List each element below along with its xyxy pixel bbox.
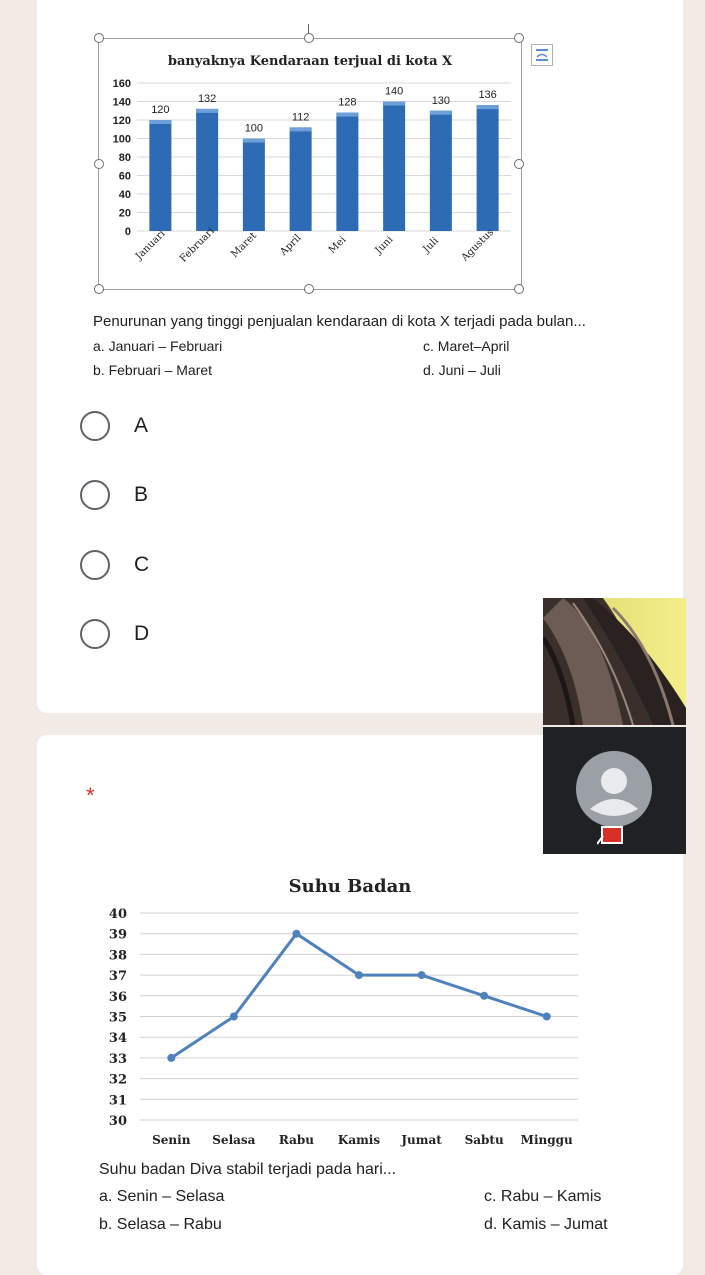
y-tick-label: 80 bbox=[118, 152, 131, 164]
bar-cap bbox=[149, 120, 171, 124]
data-point bbox=[480, 992, 488, 1000]
x-tick-label: Maret bbox=[229, 230, 259, 261]
radio-option-d[interactable] bbox=[80, 616, 149, 652]
y-tick-label: 38 bbox=[108, 948, 127, 964]
data-label: 132 bbox=[197, 92, 217, 105]
radio-button[interactable] bbox=[80, 411, 110, 441]
x-tick-label: Februari bbox=[177, 225, 217, 265]
bar bbox=[477, 105, 499, 231]
required-asterisk: * bbox=[86, 783, 95, 808]
radio-option-c[interactable] bbox=[80, 547, 149, 583]
x-tick-label: Januari bbox=[133, 228, 168, 263]
radio-button[interactable] bbox=[80, 550, 110, 580]
resize-handle-tl[interactable] bbox=[94, 33, 104, 43]
x-tick-label: Jumat bbox=[401, 1133, 442, 1147]
data-label: 120 bbox=[151, 104, 170, 116]
data-label: 100 bbox=[244, 122, 264, 135]
radio-option-b[interactable] bbox=[80, 477, 148, 513]
radio-label: B bbox=[134, 483, 149, 506]
q1-choice-c: c. Maret–April bbox=[423, 338, 510, 354]
q2-choice-c: c. Rabu – Kamis bbox=[484, 1188, 602, 1205]
x-tick-label: Kamis bbox=[337, 1133, 381, 1147]
question-2-prompt: Suhu badan Diva stabil terjadi pada hari... bbox=[99, 1161, 397, 1178]
resize-handle-tm[interactable] bbox=[304, 33, 314, 43]
q1-choice-a: a. Januari – Februari bbox=[93, 338, 223, 354]
y-tick-label: 60 bbox=[118, 170, 131, 183]
y-tick-label: 120 bbox=[112, 115, 131, 127]
y-tick-label: 0 bbox=[124, 226, 131, 238]
y-tick-label: 34 bbox=[108, 1031, 127, 1047]
chart-title: Suhu Badan bbox=[288, 876, 412, 897]
x-tick-label: Senin bbox=[152, 1133, 191, 1147]
x-tick-label: Juni bbox=[373, 234, 396, 257]
person-avatar-icon bbox=[576, 751, 652, 827]
y-tick-label: 100 bbox=[112, 133, 131, 146]
radio-button[interactable] bbox=[80, 619, 110, 649]
bar-cap bbox=[477, 105, 499, 109]
bar-cap bbox=[290, 127, 312, 131]
bar-chart bbox=[99, 39, 521, 289]
x-tick-label: Rabu bbox=[278, 1133, 314, 1147]
y-tick-label: 35 bbox=[108, 1010, 127, 1026]
bar bbox=[243, 139, 265, 232]
radio-label: C bbox=[134, 553, 150, 576]
x-tick-label: Sabtu bbox=[464, 1133, 504, 1147]
data-point bbox=[292, 930, 300, 938]
y-tick-label: 32 bbox=[108, 1072, 127, 1088]
radio-label: D bbox=[134, 622, 150, 645]
data-label: 128 bbox=[338, 96, 357, 109]
participant-tile[interactable] bbox=[543, 727, 686, 854]
bar-cap bbox=[383, 102, 405, 106]
data-point bbox=[167, 1054, 175, 1062]
data-label: 112 bbox=[291, 111, 310, 124]
q2-choice-b: b. Selasa – Rabu bbox=[99, 1216, 222, 1233]
x-tick-label: April bbox=[278, 232, 304, 258]
radio-option-a[interactable] bbox=[80, 408, 148, 444]
bar bbox=[196, 109, 218, 231]
y-tick-label: 36 bbox=[108, 989, 127, 1005]
x-tick-label: Minggu bbox=[520, 1133, 573, 1147]
resize-handle-bm[interactable] bbox=[304, 284, 314, 294]
data-label: 136 bbox=[478, 89, 497, 102]
chart-title: banyaknya Kendaraan terjual di kota X bbox=[167, 54, 453, 69]
y-tick-label: 39 bbox=[108, 927, 127, 943]
q2-choice-d: d. Kamis – Jumat bbox=[484, 1216, 608, 1233]
data-label: 130 bbox=[431, 94, 451, 107]
bar-cap bbox=[196, 109, 218, 113]
y-tick-label: 40 bbox=[118, 189, 131, 201]
data-point bbox=[418, 971, 426, 979]
radio-label: A bbox=[134, 414, 149, 437]
y-tick-label: 37 bbox=[108, 969, 127, 985]
resize-handle-tr[interactable] bbox=[514, 33, 524, 43]
y-tick-label: 33 bbox=[108, 1051, 127, 1067]
x-tick-label: Mei bbox=[326, 234, 349, 256]
resize-handle-br[interactable] bbox=[514, 284, 524, 294]
bar bbox=[149, 120, 171, 231]
resize-handle-ml[interactable] bbox=[94, 159, 104, 169]
self-video-tile[interactable] bbox=[543, 598, 686, 725]
data-label: 140 bbox=[384, 85, 404, 98]
q1-choice-b: b. Februari – Maret bbox=[93, 362, 213, 378]
bar-cap bbox=[430, 111, 452, 115]
question-1-prompt: Penurunan yang tinggi penjualan kendaraan di kota X terjadi pada bulan... bbox=[93, 313, 586, 330]
data-point bbox=[355, 971, 363, 979]
y-tick-label: 160 bbox=[112, 78, 131, 90]
q1-choice-d: d. Juni – Juli bbox=[423, 362, 501, 378]
resize-handle-bl[interactable] bbox=[94, 284, 104, 294]
y-tick-label: 40 bbox=[108, 907, 127, 922]
bar bbox=[336, 113, 358, 231]
image-layout-icon[interactable] bbox=[531, 44, 553, 66]
bar-chart-frame bbox=[98, 38, 522, 290]
line-chart bbox=[97, 865, 597, 1155]
bar bbox=[430, 111, 452, 231]
y-tick-label: 31 bbox=[108, 1093, 127, 1109]
y-tick-label: 140 bbox=[112, 96, 131, 109]
data-point bbox=[230, 1013, 238, 1021]
bar bbox=[383, 102, 405, 232]
q2-choice-a: a. Senin – Selasa bbox=[99, 1188, 225, 1205]
bar-cap bbox=[243, 139, 265, 143]
x-tick-label: Juli bbox=[421, 235, 441, 256]
mic-off-icon bbox=[597, 824, 625, 846]
x-tick-label: Agustus bbox=[459, 226, 497, 264]
bar-cap bbox=[336, 113, 358, 117]
x-tick-label: Selasa bbox=[212, 1133, 256, 1147]
bar bbox=[290, 127, 312, 231]
y-tick-label: 30 bbox=[108, 1114, 127, 1129]
radio-button[interactable] bbox=[80, 480, 110, 510]
data-point bbox=[543, 1013, 551, 1021]
resize-handle-mr[interactable] bbox=[514, 159, 524, 169]
y-tick-label: 20 bbox=[118, 207, 131, 220]
